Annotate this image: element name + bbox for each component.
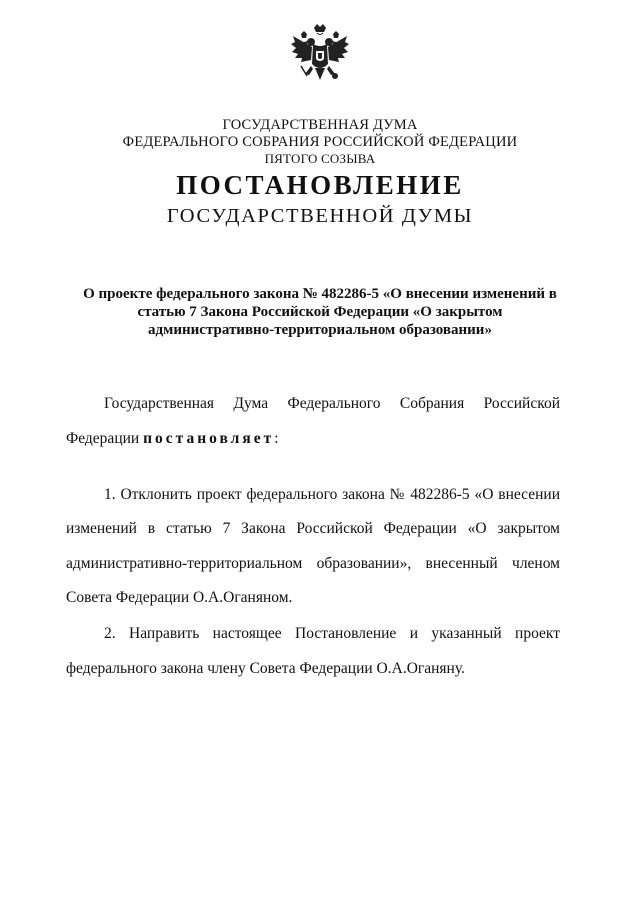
paragraph-1-line-3: административно-территориальном образовании», внесенный членом [66,555,560,572]
subject-line-3: административно-территориальном образовании» [148,322,492,338]
subject-line-2: статью 7 Закона Российской Федерации «О закрытом [137,304,503,320]
intro-line-1: Государственная Дума Федерального Собрания Российской [104,395,560,412]
paragraph-1-line-4: Совета Федерации О.А.Оганяном. [66,589,293,606]
header-line-3: ПЯТОГО СОЗЫВА [264,151,376,166]
header-line-1: ГОСУДАРСТВЕННАЯ ДУМА [222,117,418,133]
paragraph-1-line-2: изменений в статью 7 Закона Российской Федерации «О закрытом [66,520,560,537]
document-subtitle: ГОСУДАРСТВЕННОЙ ДУМЫ [166,205,474,227]
intro-colon: : [274,430,279,447]
header-line-2: ФЕДЕРАЛЬНОГО СОБРАНИЯ РОССИЙСКОЙ ФЕДЕРАЦИИ [122,134,518,150]
paragraph-1-line-1: 1. Отклонить проект федерального закона № 482286-5 «О внесении [104,486,560,503]
paragraph-2-line-2: федерального закона члену Совета Федерации О.А.Оганяну. [66,660,465,677]
resolution-verb: постановляет [143,430,275,447]
subject-line-1: О проекте федерального закона № 482286-5 «О внесении изменений в [83,286,557,302]
document-title: ПОСТАНОВЛЕНИЕ [176,170,464,200]
emblem [287,22,353,92]
document-subject [80,285,560,339]
intro-line-2 [66,430,279,448]
paragraph-2-line-1: 2. Направить настоящее Постановление и указанный проект [104,625,560,642]
intro-text: Федерации [66,430,140,447]
russian-coat-of-arms-icon [287,22,353,92]
